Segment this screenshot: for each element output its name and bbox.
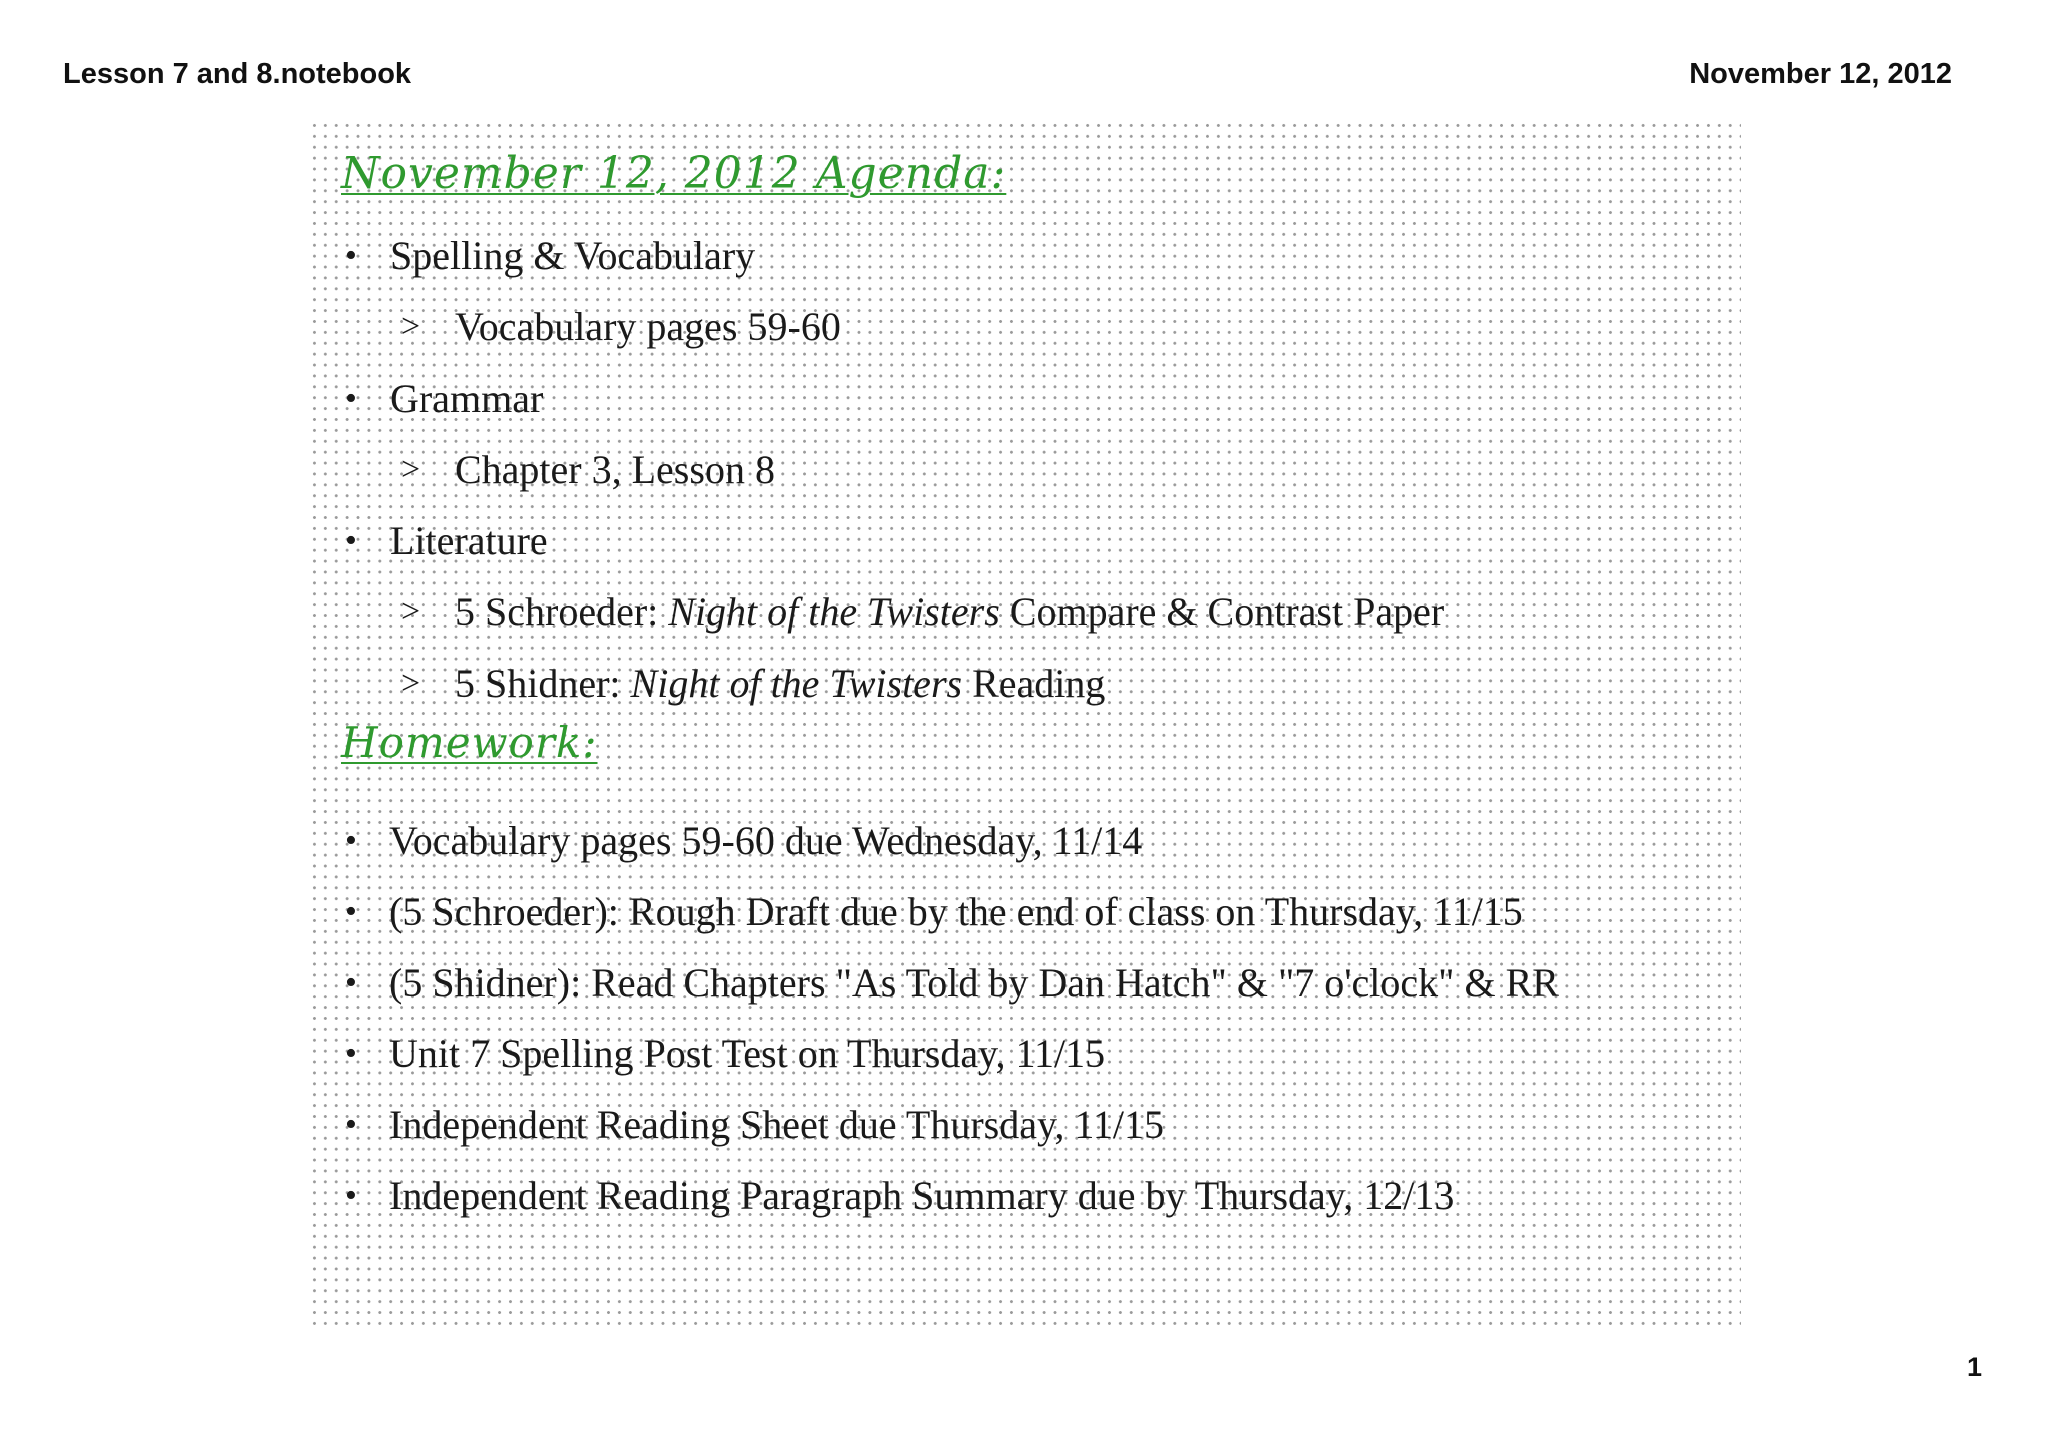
subitem-suffix: Reading xyxy=(962,660,1106,706)
bullet-icon: • xyxy=(345,964,357,1002)
dot-grid-board xyxy=(307,118,1741,1330)
homework-item-label: Independent Reading Paragraph Summary due by Thursday, 12/13 xyxy=(389,1173,1455,1219)
agenda-heading: November 12, 2012 Agenda: xyxy=(341,148,1007,199)
homework-heading: Homework: xyxy=(341,718,598,767)
chevron-right-icon: > xyxy=(401,308,421,346)
homework-item-label: (5 Schroeder): Rough Draft due by the end of class on Thursday, 11/15 xyxy=(389,889,1523,935)
agenda-subitem-label: Vocabulary pages 59-60 xyxy=(455,304,841,350)
subitem-prefix: 5 Schroeder: xyxy=(455,589,669,635)
agenda-item-label: Literature xyxy=(390,518,548,564)
agenda-item-label: Spelling & Vocabulary xyxy=(390,233,756,278)
chevron-right-icon: > xyxy=(401,593,421,631)
chevron-right-icon: > xyxy=(401,664,421,702)
homework-item-label: Unit 7 Spelling Post Test on Thursday, 11/15 xyxy=(389,1031,1106,1077)
subitem-suffix: Compare & Contrast Paper xyxy=(999,589,1445,635)
bullet-icon: • xyxy=(345,1106,357,1144)
homework-item-label: Independent Reading Sheet due Thursday, 11/15 xyxy=(389,1102,1164,1148)
bullet-icon: • xyxy=(345,1177,357,1215)
chevron-right-icon: > xyxy=(401,450,421,488)
book-title: Night of the Twisters xyxy=(668,589,1000,635)
agenda-subitem-label xyxy=(455,576,1444,647)
notebook-title: Lesson 7 and 8.notebook xyxy=(63,58,412,90)
agenda-subitem-label: Chapter 3, Lesson 8 xyxy=(455,446,775,492)
subitem-prefix: 5 Shidner: xyxy=(455,660,631,706)
bullet-icon: • xyxy=(345,822,357,859)
bullet-icon: • xyxy=(345,1035,357,1073)
page-date: November 12, 2012 xyxy=(1689,58,1952,90)
bullet-icon: • xyxy=(345,893,357,931)
page-number: 1 xyxy=(1966,1352,1982,1382)
bullet-icon: • xyxy=(345,379,357,417)
bullet-icon: • xyxy=(345,237,357,274)
book-title: Night of the Twisters xyxy=(630,660,963,706)
agenda-item-label: Grammar xyxy=(390,375,544,421)
homework-item-label: (5 Shidner): Read Chapters "As Told by Dan Hatch" & "7 o'clock" & RR xyxy=(389,960,1559,1006)
bullet-icon: • xyxy=(345,522,357,560)
homework-item-label: Vocabulary pages 59-60 due Wednesday, 11/14 xyxy=(389,818,1143,863)
agenda-subitem-label xyxy=(455,648,1105,719)
